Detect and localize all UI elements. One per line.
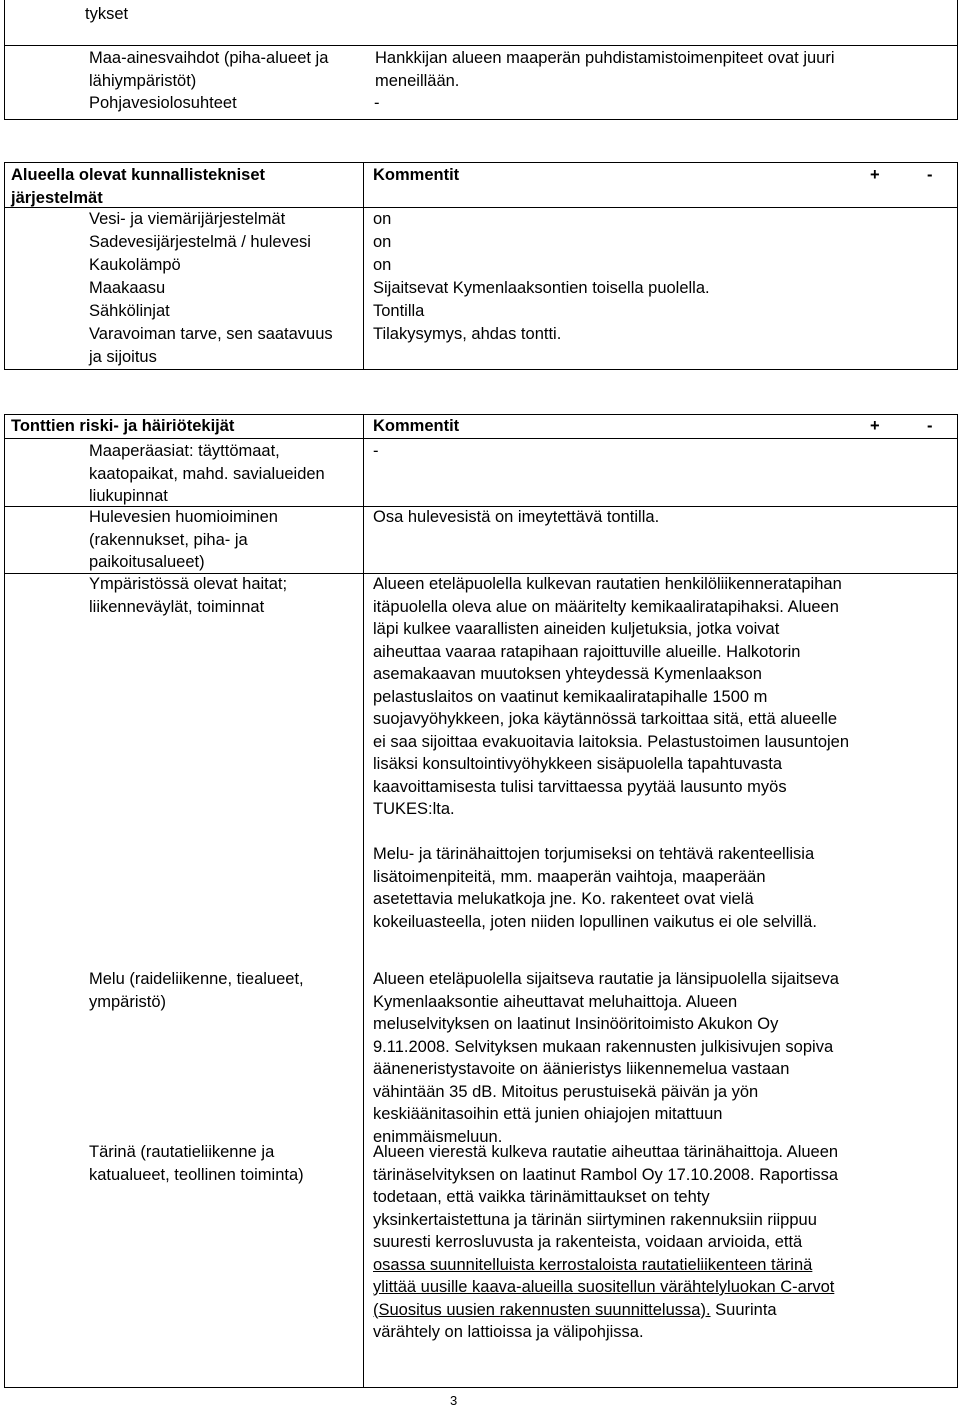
table-top [4,0,958,120]
row-label: Maakaasu [89,279,166,297]
section-heading-fragment: tykset [85,5,129,23]
minus-header: - [927,166,933,184]
row-comment: Sijaitsevat Kymenlaaksontien toisella puolella. [373,279,710,297]
row-label: Maa-ainesvaihdot (piha-alueet ja lähiympäristöt) [89,49,329,90]
page-number: 3 [450,1393,458,1408]
row-label: Hulevesien huomioiminen (rakennukset, piha- ja paikoitusalueet) [89,508,278,571]
row-comment: - [374,94,380,112]
comment-text: Alueen vierestä kulkeva rautatie aiheuttaa tärinähaittoja. Alueen tärinäselvityksen on laatinut Rambol Oy 17.10.2008. Raportissa todetaan, että vaikka tärinämittaukset on tehty yksinkertaistettuna ja tärinän siirtyminen rakennuksiin riippuu suuresti kerrosluvusta ja rakenteista, voidaan arvioida, että [373,1143,839,1251]
row-comment: on [373,210,392,228]
infra-heading: Alueella olevat kunnallistekniset järjestelmät [11,166,266,207]
plus-header: + [870,417,880,435]
row-comment: on [373,233,392,251]
row-label: Kaukolämpö [89,256,181,274]
table-infrastructure [4,162,958,370]
row-comment: Alueen eteläpuolella kulkevan rautatien henkilöliikenneratapihan itäpuolella oleva alue on määritelty kemikaaliratapihaksi. Alueen läpi kulkee vaarallisten aineiden kuljetuksia, jotka voivat aiheuttaa vaaraa ratapihaan rajoittuville alueille. Halkotorin asemakaavan muutoksen yhteydessä Kymenlaakson pelastuslaitos on vaatinut kemikaaliratapihalle 1500 m suojavyöhykkeen, joka käytännössä tarkoittaa sitä, että alueelle ei saa sijoittaa evakuoitavia laitoksia. Pelastustoimen lausuntojen lisäksi konsultointivyöhykkeen sisäpuolella tapahtuvasta kaavoittamisesta tulisi tarvittaessa pyytää lausunto myös TUKES:lta. [373,575,850,818]
minus-header: - [927,417,933,435]
row-comment: Osa hulevesistä on imeytettävä tontilla. [373,508,660,526]
row-comment [373,1141,843,1344]
row-comment: Hankkijan alueen maaperän puhdistamistoimenpiteet ovat juuri meneillään. [375,49,835,90]
row-comment: Tontilla [373,302,425,320]
row-label: Sähkölinjat [89,302,170,320]
comment-underlined-text: osassa suunnitelluista kerrostaloista rautatieliikenteen tärinä ylittää uusille kaava-alueilla suositellun värähtelyluokan C-arvot (Suositus uusien rakennusten suunnittelussa). [373,1255,835,1319]
row-comment: on [373,256,392,274]
row-comment: Alueen eteläpuolella sijaitseva rautatie ja länsipuolella sijaitseva Kymenlaaksontie aiheuttavat meluhaittoja. Alueen meluselvityksen on laatinut Insinööritoimisto Akukon Oy 9.11.2008. Selvityksen mukaan rakennusten julkisivujen sopiva ääneneristystavoite on äänieristys liikennemelua vastaan vähintään 35 dB. Mitoitus perustuisekä päivän ja yön keskiäänitasoihin että junien ohiajojen mitattuun enimmäismeluun. [373,970,839,1146]
risk-heading: Tonttien riski- ja häiriötekijät [11,417,235,435]
row-label: Sadevesijärjestelmä / hulevesi [89,233,311,251]
row-label: Vesi- ja viemärijärjestelmät [89,210,286,228]
row-label: Pohjavesiolosuhteet [89,94,237,112]
row-comment: Tilakysymys, ahdas tontti. [373,325,562,343]
comment-tail-text: Suurinta värähtely on lattioissa ja välipohjissa. [373,1300,777,1341]
plus-header: + [870,166,880,184]
row-label: Varavoiman tarve, sen saatavuus ja sijoitus [89,325,333,366]
row-label: Melu (raideliikenne, tiealueet, ympäristö) [89,970,304,1011]
row-label: Tärinä (rautatieliikenne ja katualueet, teollinen toiminta) [89,1143,304,1184]
comments-header: Kommentit [373,417,460,435]
row-comment: - [373,442,379,460]
comments-header: Kommentit [373,166,460,184]
row-label: Ympäristössä olevat haitat; liikenneväylät, toiminnat [89,575,288,616]
row-comment: Melu- ja tärinähaittojen torjumiseksi on tehtävä rakenteellisia lisätoimenpiteitä, mm. maaperän vaihtoja, maaperään asetettavia melukatkoja jne. Ko. rakenteet ovat vielä kokeiluasteella, joten niiden lopullinen vaikutus ei ole selvillä. [373,845,817,931]
row-label: Maaperäasiat: täyttömaat, kaatopaikat, mahd. savialueiden liukupinnat [89,442,325,505]
table-risks [4,414,958,1388]
